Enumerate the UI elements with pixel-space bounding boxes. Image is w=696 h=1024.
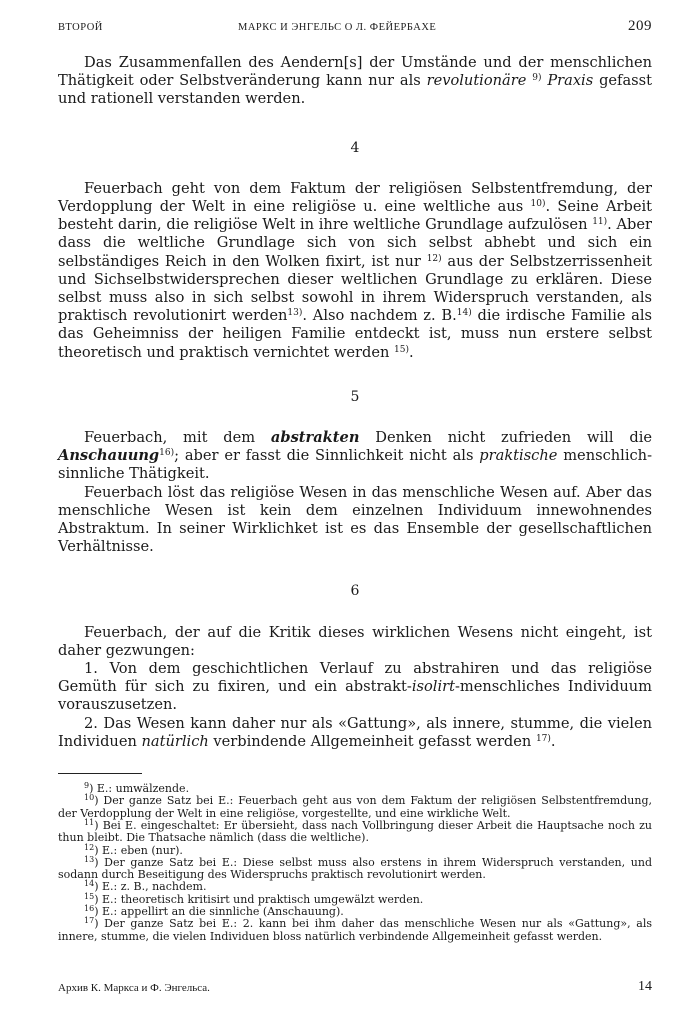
footnote-13: $^{13}$) Der ganze Satz bei E.: Diese selbst muss also erstens in ihrem Widerspruch verstanden, und sodann durch Beseitigung des Widerspruchs praktisch revolutionirt werden.: [58, 854, 652, 882]
footnote-14: $^{14}$) E.: z. B., nachdem.: [84, 879, 207, 894]
footnote-ref-16[interactable]: 16): [159, 448, 175, 459]
section-6-paragraph-3: 2. Das Wesen kann daher nur als «Gattung», als innere, stumme, die vielen Individuen natürlich verbindende Allgemeinheit gefasst werden $^{17)}$.: [58, 714, 652, 750]
footnote-ref-14[interactable]: 14): [456, 308, 472, 319]
section-number-4: 4: [350, 139, 360, 156]
page-number: 209: [628, 18, 652, 34]
section-number-5: 5: [350, 388, 360, 405]
footnote-9: $^9$) E.: umwälzende.: [84, 781, 190, 796]
footnotes: [58, 783, 652, 943]
footnote-ref-13[interactable]: 13): [287, 308, 303, 319]
section-6-paragraph-2: 1. Von dem geschichtlichen Verlauf zu abstrahiren und das religiöse Gemüth für sich zu fixiren, und ein abstrakt-isolirt-menschliches Individuum vorauszusetzen.: [58, 660, 653, 714]
footnote-ref-9[interactable]: 9): [532, 73, 542, 84]
footnote-ref-17[interactable]: 17): [535, 733, 551, 744]
footnote-ref-12[interactable]: 12): [426, 253, 442, 264]
footnote-ref-10[interactable]: 10): [530, 199, 546, 210]
header-left: ВТОРОЙ: [58, 22, 103, 33]
header-title: МАРКС И ЭНГЕЛЬС О Л. ФЕЙЕРБАХЕ: [238, 22, 437, 33]
running-header: [58, 16, 652, 40]
footnote-ref-11[interactable]: 11): [592, 217, 608, 228]
footnote-ref-15[interactable]: 15): [394, 344, 409, 355]
section-4-paragraph: Feuerbach geht von dem Faktum der religiösen Selbstentfremdung, der Verdopplung der Welt in eine religiöse u. eine weltliche aus $^{10)}$. Seine Arbeit besteht darin, die religiöse Welt in ihre weltliche Grundlage aufzulösen $^{11)}$. Aber dass die weltliche Grundlage sich von sich selbst abhebt und sich ein selbständiges Reich in den Wolken fixirt, ist nur $^{12)}$ aus der Selbstzerrissenheit und Sichselbstwidersprechen dieser weltlichen Grundlage zu erklären. Diese selbst muss also in sich selbst sowohl in ihrem Widerspruch verstanden, als praktisch revolutionirt werden$^{13)}$. Also nachdem z. B.$^{14)}$ die irdische Familie als das Geheimniss der heiligen Familie entdeckt ist, muss nun erstere selbst theoretisch und praktisch vernichtet werden $^{15)}$.: [58, 179, 653, 361]
footnote-10: $^{10}$) Der ganze Satz bei E.: Feuerbach geht aus von dem Faktum der religiösen Selbstentfremdung, der Verdopplung der Welt in eine religiöse, vorgestellte, und eine wirkliche Welt.: [58, 793, 652, 820]
footnote-12: $^{12}$) E.: eben (nur).: [84, 842, 183, 857]
footnote-divider: [58, 773, 142, 774]
page: [58, 16, 652, 943]
section-5-paragraph-2: Feuerbach löst das religiöse Wesen in das menschliche Wesen auf. Aber das menschliche Wesen ist kein dem einzelnen Individuum innewohnendes Abstraktum. In seiner Wirklichket ist es das Ensemble der gesellschaftlichen Verhältnisse.: [58, 483, 652, 556]
signature-number: 14: [638, 979, 652, 994]
section-number-6: 6: [350, 583, 360, 600]
footnote-15: $^{15}$) E.: theoretisch kritisirt und praktisch umgewälzt werden.: [84, 891, 424, 906]
page-footer: [58, 979, 652, 994]
footnote-16: $^{16}$) E.: appellirt an die sinnliche (Anschauung).: [84, 904, 344, 919]
intro-paragraph: Das Zusammenfallen des Aendern[s] der Umstände und der menschlichen Thätigkeit oder Selbstveränderung kann nur als revolutionäre $^{9)}$ Praxis gefasst und rationell verstanden werden.: [58, 54, 652, 108]
main-text: [58, 54, 652, 751]
section-5-paragraph-1: Feuerbach, mit dem abstrakten Denken nicht zufrieden will die Anschauung$^{16)}$; aber er fasst die Sinnlichkeit nicht als praktische menschlich-sinnliche Thätigkeit.: [58, 429, 652, 483]
section-6-paragraph-1: Feuerbach, der auf die Kritik dieses wirklichen Wesens nicht eingeht, ist daher gezwungen:: [58, 623, 652, 659]
footnote-17: $^{17}$) Der ganze Satz bei E.: 2. kann bei ihm daher das menschliche Wesen nur als «Gattung», als innere, stumme, die vielen Individuen bloss natürlich verbindende Allgemeinheit gefasst werden.: [58, 916, 652, 943]
footnote-11: $^{11}$) Bei E. eingeschaltet: Er übersieht, dass nach Vollbringung dieser Arbeit die Hauptsache noch zu thun bleibt. Die Thatsache nämlich (dass die weltliche).: [58, 817, 652, 845]
footer-source: Архив К. Маркса и Ф. Энгельса.: [58, 982, 210, 994]
